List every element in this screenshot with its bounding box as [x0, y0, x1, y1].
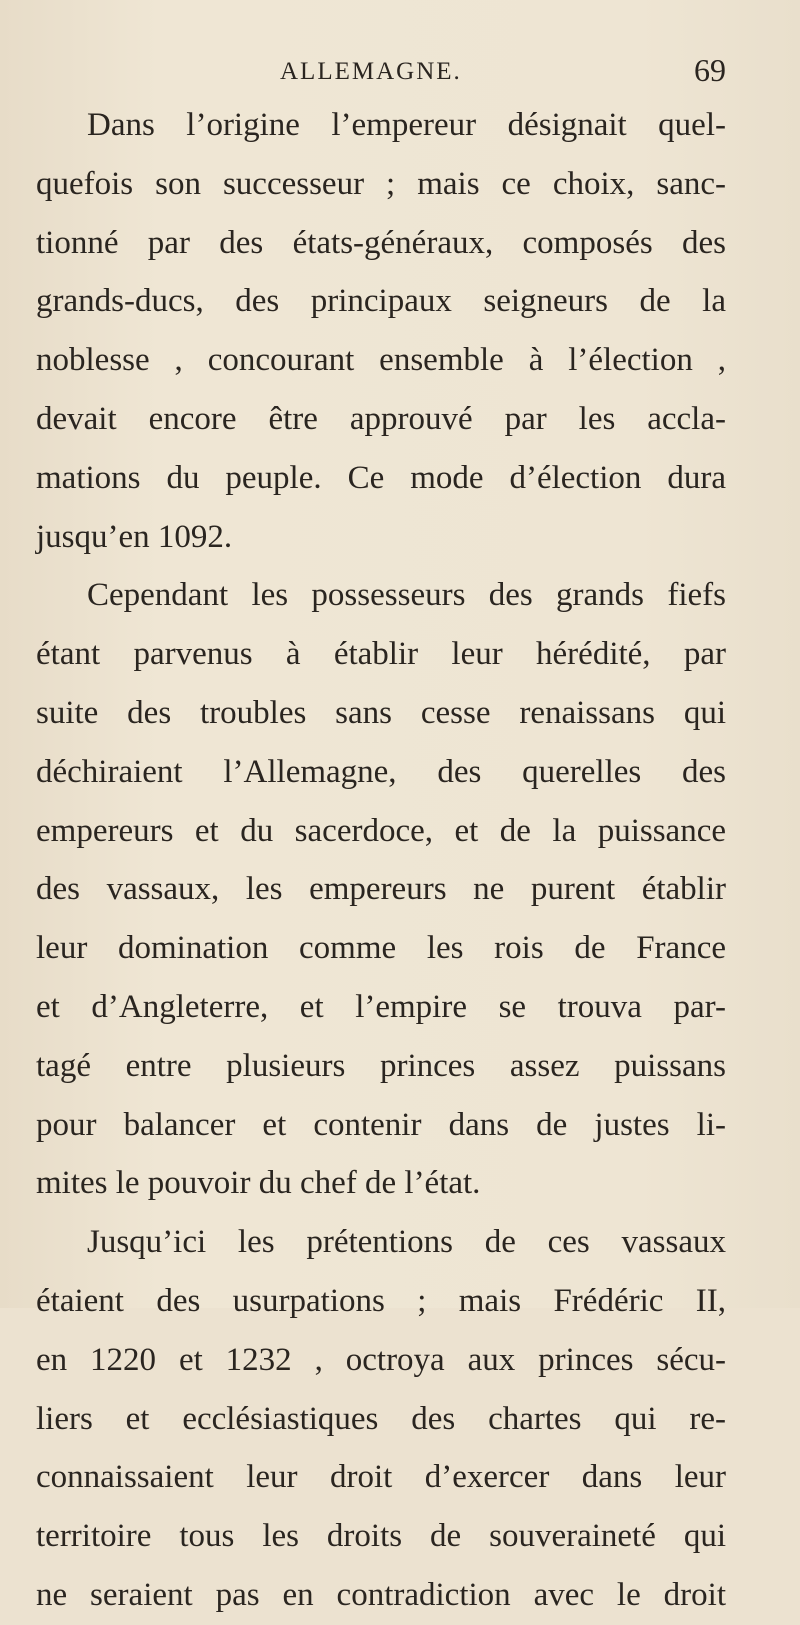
text-line: empereurs et du sacerdoce, et de la puissance: [36, 812, 726, 849]
text-line: tagé entre plusieurs princes assez puissans: [36, 1047, 726, 1084]
text-line: mites le pouvoir du chef de l’état.: [36, 1165, 481, 1202]
text-line: connaissaient leur droit d’exercer dans leur: [36, 1459, 726, 1496]
text-line: jusqu’en 1092.: [36, 518, 233, 555]
text-line: étaient des usurpations ; mais Frédéric II,: [36, 1282, 726, 1319]
text-line: Dans l’origine l’empereur désignait quel-: [87, 107, 726, 143]
text-line: Jusqu’ici les prétentions de ces vassaux: [87, 1224, 726, 1261]
text-line: pour balancer et contenir dans de justes li-: [36, 1106, 726, 1143]
text-line: mations du peuple. Ce mode d’élection dura: [36, 459, 726, 496]
text-line: territoire tous les droits de souveraineté qui: [36, 1518, 726, 1555]
body-text: [36, 96, 726, 1625]
text-line: grands-ducs, des principaux seigneurs de la: [36, 283, 726, 320]
text-line: suite des troubles sans cesse renaissans qui: [36, 694, 726, 731]
text-line: déchiraient l’Allemagne, des querelles des: [36, 753, 726, 790]
text-line: des vassaux, les empereurs ne purent établir: [36, 871, 726, 908]
text-line: quefois son successeur ; mais ce choix, sanc-: [36, 165, 726, 202]
page-number: 69: [694, 52, 726, 88]
text-line: ne seraient pas en contradiction avec le droit: [36, 1576, 726, 1613]
text-line: tionné par des états-généraux, composés des: [36, 224, 726, 261]
text-line: Cependant les possesseurs des grands fiefs: [87, 577, 726, 614]
text-line: en 1220 et 1232 , octroya aux princes sécu-: [36, 1341, 726, 1378]
page-header: [36, 52, 726, 98]
text-line: et d’Angleterre, et l’empire se trouva par-: [36, 988, 726, 1025]
text-line: liers et ecclésiastiques des chartes qui re-: [36, 1400, 726, 1437]
text-line: devait encore être approuvé par les accla-: [36, 400, 726, 437]
text-line: leur domination comme les rois de France: [36, 930, 726, 967]
text-line: étant parvenus à établir leur hérédité, par: [36, 636, 726, 673]
text-line: noblesse , concourant ensemble à l’élection ,: [36, 342, 726, 379]
running-head: ALLEMAGNE.: [280, 58, 462, 85]
